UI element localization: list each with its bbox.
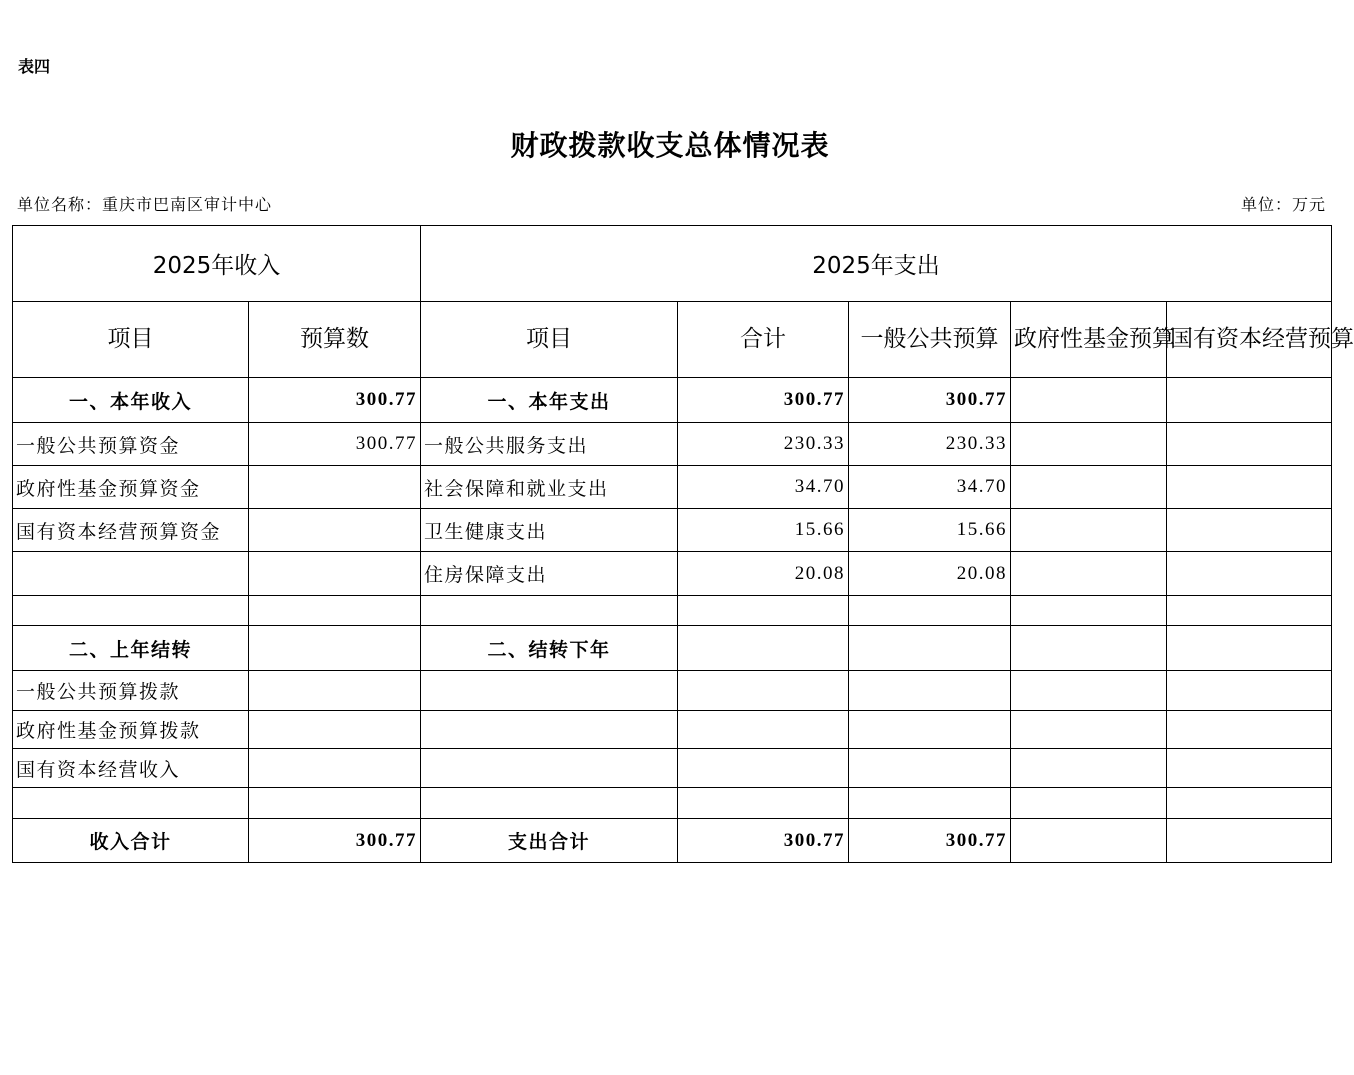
income-value-cell: [249, 466, 421, 509]
state-capital-cell: [1167, 378, 1332, 423]
expense-item-cell: 卫生健康支出: [421, 509, 678, 552]
income-value-cell: [249, 626, 421, 671]
general-budget-cell: [849, 711, 1011, 749]
total-cell: 34.70: [678, 466, 849, 509]
total-cell: [678, 749, 849, 788]
income-item-cell: 政府性基金预算拨款: [13, 711, 249, 749]
general-budget-cell: 34.70: [849, 466, 1011, 509]
income-value-cell: [249, 749, 421, 788]
income-item-cell: [13, 552, 249, 596]
total-cell: [678, 788, 849, 819]
income-item-cell: 国有资本经营收入: [13, 749, 249, 788]
income-value-cell: [249, 711, 421, 749]
table-row: [13, 711, 1332, 749]
gov-fund-cell: [1011, 423, 1167, 466]
income-item-cell: 二、上年结转: [13, 626, 249, 671]
income-value-cell: [249, 509, 421, 552]
expense-item-cell: [421, 596, 678, 626]
col-header-gov-fund: 政府性基金预算: [1011, 302, 1167, 378]
gov-fund-cell: [1011, 596, 1167, 626]
income-item-cell: 一般公共预算拨款: [13, 671, 249, 711]
gov-fund-cell: [1011, 749, 1167, 788]
page-title: 财政拨款收支总体情况表: [510, 129, 830, 162]
gov-fund-cell: [1011, 509, 1167, 552]
table-row: [13, 466, 1332, 509]
col-header-income-item: 项目: [13, 302, 249, 378]
col-header-total: 合计: [678, 302, 849, 378]
state-capital-cell: [1167, 788, 1332, 819]
col-header-state-capital: 国有资本经营预算: [1167, 302, 1332, 378]
gov-fund-cell: [1011, 466, 1167, 509]
col-header-budget: 预算数: [249, 302, 421, 378]
income-group-header: 2025年收入: [13, 226, 421, 302]
income-item-cell: [13, 788, 249, 819]
income-value-cell: [249, 788, 421, 819]
state-capital-cell: [1167, 423, 1332, 466]
gov-fund-cell: [1011, 711, 1167, 749]
table-row: [13, 378, 1332, 423]
general-budget-cell: 300.77: [849, 378, 1011, 423]
column-header-row: [13, 302, 1332, 378]
state-capital-cell: [1167, 671, 1332, 711]
income-value-cell: 300.77: [249, 378, 421, 423]
expense-item-cell: [421, 788, 678, 819]
unit-name: 单位名称：重庆市巴南区审计中心: [17, 195, 273, 214]
budget-table: [12, 225, 1354, 863]
income-item-cell: 一、本年收入: [13, 378, 249, 423]
income-item-cell: 国有资本经营预算资金: [13, 509, 249, 552]
income-item-cell: 一般公共预算资金: [13, 423, 249, 466]
expense-item-cell: 住房保障支出: [421, 552, 678, 596]
total-cell: 230.33: [678, 423, 849, 466]
expense-item-cell: 社会保障和就业支出: [421, 466, 678, 509]
expense-item-cell: [421, 711, 678, 749]
general-budget-cell: 15.66: [849, 509, 1011, 552]
unit-label: 单位：万元: [1240, 195, 1326, 214]
expense-item-cell: [421, 671, 678, 711]
table-row: [13, 626, 1332, 671]
expense-item-cell: 二、结转下年: [421, 626, 678, 671]
expense-item-cell: 一般公共服务支出: [421, 423, 678, 466]
group-header-row: [13, 226, 1332, 302]
state-capital-cell: [1167, 711, 1332, 749]
gov-fund-cell: [1011, 378, 1167, 423]
state-capital-cell: [1167, 552, 1332, 596]
total-cell: [678, 671, 849, 711]
state-capital-cell: [1167, 466, 1332, 509]
general-budget-cell: [849, 596, 1011, 626]
state-capital-cell: [1167, 819, 1332, 863]
total-cell: [678, 711, 849, 749]
gov-fund-cell: [1011, 671, 1167, 711]
income-value-cell: 300.77: [249, 423, 421, 466]
total-cell: [678, 626, 849, 671]
total-cell: [678, 596, 849, 626]
gov-fund-cell: [1011, 626, 1167, 671]
income-value-cell: 300.77: [249, 819, 421, 863]
table-row: [13, 423, 1332, 466]
table-row: [13, 819, 1332, 863]
col-header-general-budget: 一般公共预算: [849, 302, 1011, 378]
income-value-cell: [249, 596, 421, 626]
general-budget-cell: [849, 749, 1011, 788]
general-budget-cell: 230.33: [849, 423, 1011, 466]
gov-fund-cell: [1011, 788, 1167, 819]
state-capital-cell: [1167, 749, 1332, 788]
table-row: [13, 788, 1332, 819]
general-budget-cell: 300.77: [849, 819, 1011, 863]
table-row: [13, 596, 1332, 626]
total-cell: 300.77: [678, 819, 849, 863]
expense-item-cell: 支出合计: [421, 819, 678, 863]
income-item-cell: [13, 596, 249, 626]
table-label: 表四: [18, 57, 51, 76]
total-cell: 300.77: [678, 378, 849, 423]
table-row: [13, 749, 1332, 788]
table-row: [13, 552, 1332, 596]
total-cell: 15.66: [678, 509, 849, 552]
income-value-cell: [249, 671, 421, 711]
income-item-cell: 政府性基金预算资金: [13, 466, 249, 509]
expense-group-header: 2025年支出: [421, 226, 1332, 302]
table-row: [13, 671, 1332, 711]
general-budget-cell: 20.08: [849, 552, 1011, 596]
gov-fund-cell: [1011, 552, 1167, 596]
expense-item-cell: [421, 749, 678, 788]
total-cell: 20.08: [678, 552, 849, 596]
gov-fund-cell: [1011, 819, 1167, 863]
table-row: [13, 509, 1332, 552]
income-value-cell: [249, 552, 421, 596]
expense-item-cell: 一、本年支出: [421, 378, 678, 423]
general-budget-cell: [849, 626, 1011, 671]
state-capital-cell: [1167, 596, 1332, 626]
col-header-expense-item: 项目: [421, 302, 678, 378]
income-item-cell: 收入合计: [13, 819, 249, 863]
general-budget-cell: [849, 788, 1011, 819]
general-budget-cell: [849, 671, 1011, 711]
state-capital-cell: [1167, 626, 1332, 671]
state-capital-cell: [1167, 509, 1332, 552]
